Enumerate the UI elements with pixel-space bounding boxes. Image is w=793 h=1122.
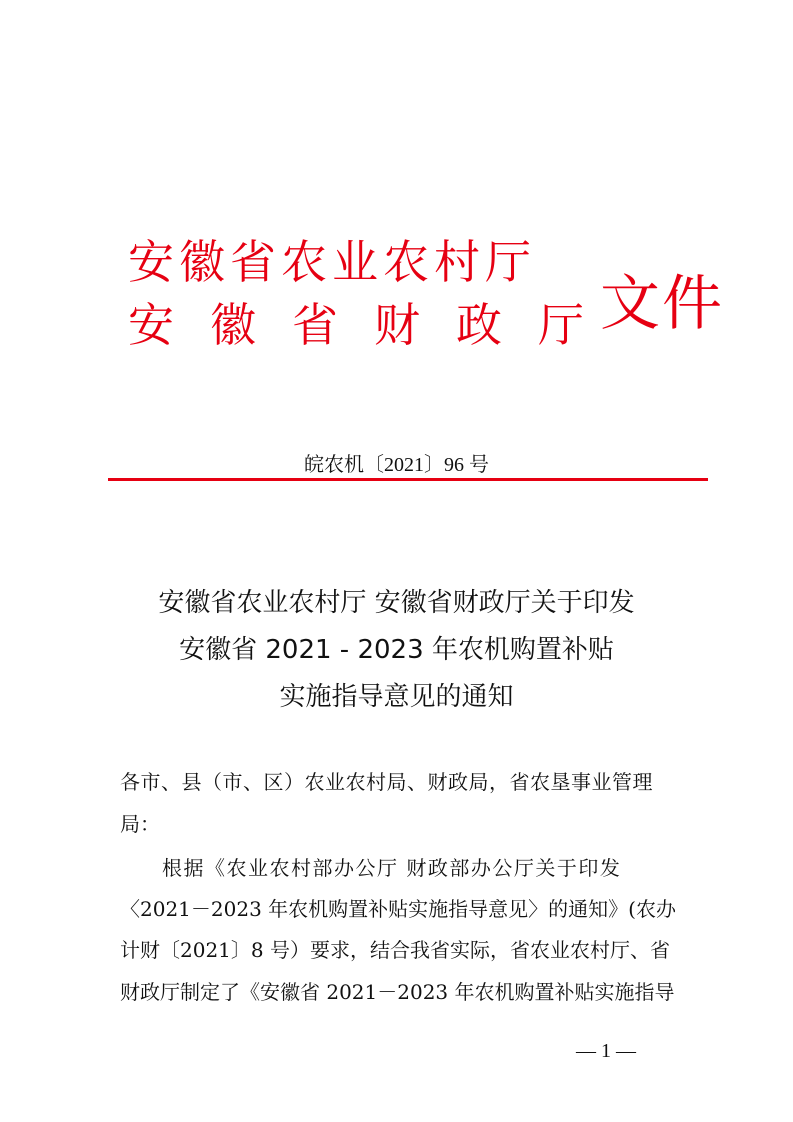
title-line-1: 安徽省农业农村厅 安徽省财政厅关于印发 xyxy=(158,588,635,618)
document-type-label: 文件 xyxy=(600,269,724,339)
issuer-name-finance: 安徽省财政厅 xyxy=(128,298,620,352)
paragraph-line-1: 根据《农业农村部办公厅 财政部办公厅关于印发 xyxy=(162,856,622,880)
paragraph-line-3: 计财〔2021〕8 号）要求，结合我省实际，省农业农村厅、省 xyxy=(120,938,670,962)
document-number: 皖农机〔2021〕96 号 xyxy=(304,454,489,476)
paragraph-line-4: 财政厅制定了《安徽省 2021－2023 年农机购置补贴实施指导 xyxy=(120,980,675,1004)
paragraph-line-2: 〈2021－2023 年农机购置补贴实施指导意见〉的通知》(农办 xyxy=(120,897,676,921)
addressee-line-1: 各市、县（市、区）农业农村局、财政局，省农垦事业管理 xyxy=(120,770,653,794)
red-divider-line xyxy=(108,478,708,481)
page-number: — 1 — xyxy=(576,1040,636,1062)
addressee-line-2: 局： xyxy=(120,812,160,836)
title-line-3: 实施指导意见的通知 xyxy=(279,682,514,712)
title-line-2: 安徽省 2021 - 2023 年农机购置补贴 xyxy=(179,635,614,665)
issuer-name-agriculture: 安徽省农业农村厅 xyxy=(128,235,536,289)
